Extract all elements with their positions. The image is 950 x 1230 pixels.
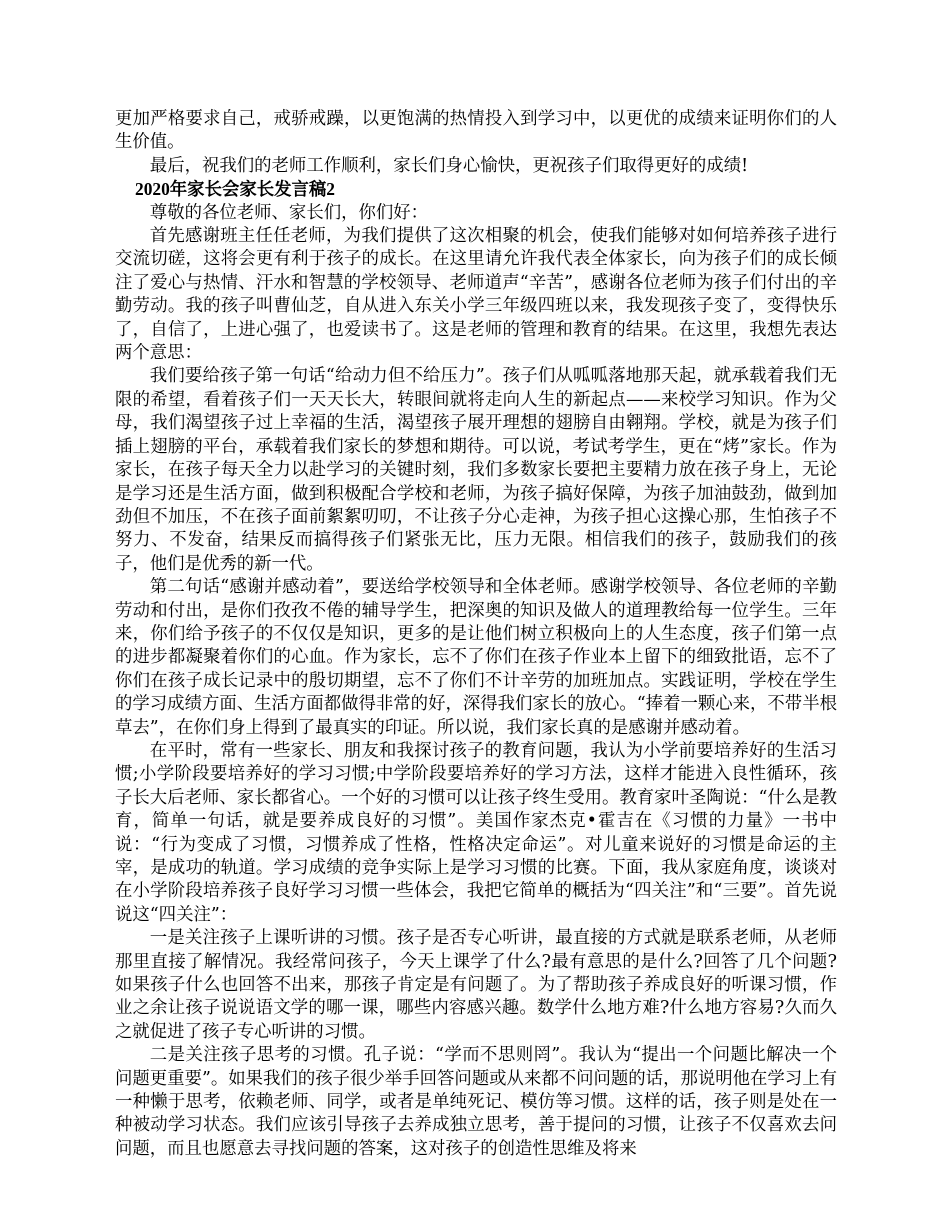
paragraph-thanks: 首先感谢班主任任老师，为我们提供了这次相聚的机会，使我们能够对如何培养孩子进行交流切磋，这将会更有利于孩子的成长。在这里请允许我代表全体家长，向为孩子们的成长倾注了爱心与热情、汗水和智慧的学校领导、老师道声“辛苦”，感谢各位老师为孩子们付出的辛勤劳动。我的孩子叫曹仙芝，自从进入东关小学三年级四班以来，我发现孩子变了，变得快乐了，自信了，上进心强了，也爱读书了。这是老师的管理和教育的结果。在这里，我想先表达两个意思： <box>115 226 837 364</box>
paragraph-listening-habit: 一是关注孩子上课听讲的习惯。孩子是否专心听讲，最直接的方式就是联系老师，从老师那里直接了解情况。我经常问孩子，今天上课学了什么?最有意思的是什么?回答了几个问题?如果孩子什么也回答不出来，那孩子肯定是有问题了。为了帮助孩子养成良好的听课习惯，作业之余让孩子说说语文学的哪一课，哪些内容感兴趣。数学什么地方难?什么地方容易?久而久之就促进了孩子专心听讲的习惯。 <box>115 928 837 1042</box>
section-heading: 2020年家长会家长发言稿2 <box>135 179 335 200</box>
paragraph-first-message: 我们要给孩子第一句话“给动力但不给压力”。孩子们从呱呱落地那天起，就承载着我们无限的希望，看着孩子们一天天长大，转眼间就将走向人生的新起点——来校学习知识。作为父母，我们渴望孩子过上幸福的生活，渴望孩子展开理想的翅膀自由翱翔。学校，就是为孩子们插上翅膀的平台，承载着我们家长的梦想和期待。可以说，考试考学生，更在“烤”家长。作为家长，在孩子每天全力以赴学习的关键时刻，我们多数家长要把主要精力放在孩子身上，无论是学习还是生活方面，做到积极配合学校和老师，为孩子搞好保障，为孩子加油鼓劲，做到加劲但不加压，不在孩子面前絮絮叨叨，不让孩子分心走神，为孩子担心这操心那，生怕孩子不努力、不发奋，结果反而搞得孩子们紧张无比，压力无限。相信我们的孩子，鼓励我们的孩子，他们是优秀的新一代。 <box>115 366 837 574</box>
paragraph-continuation: 更加严格要求自己，戒骄戒躁，以更饱满的热情投入到学习中，以更优的成绩来证明你们的人生价值。 <box>115 109 837 153</box>
document-body <box>115 108 837 1161</box>
paragraph-thinking-habit: 二是关注孩子思考的习惯。孔子说：“学而不思则罔”。我认为“提出一个问题比解决一个问题更重要”。如果我们的孩子很少举手回答问题或从来都不问问题的话，那说明他在学习上有一种懒于思考，依赖老师、同学，或者是单纯死记、模仿等习惯。这样的话，孩子则是处在一种被动学习状态。我们应该引导孩子去养成独立思考，善于提问的习惯，让孩子不仅喜欢去问问题，而且也愿意去寻找问题的答案，这对孩子的创造性思维及将来 <box>115 1045 837 1159</box>
paragraph-greeting: 尊敬的各位老师、家长们，你们好： <box>149 202 429 223</box>
paragraph-second-message: 第二句话“感谢并感动着”，要送给学校领导和全体老师。感谢学校领导、各位老师的辛勤劳动和付出，是你们孜孜不倦的辅导学生，把深奥的知识及做人的道理教给每一位学生。三年来，你们给予孩子的不仅仅是知识，更多的是让他们树立积极向上的人生态度，孩子们第一点的进步都凝聚着你们的心血。作为家长，忘不了你们在孩子作业本上留下的细致批语，忘不了你们在孩子成长记录中的殷切期望，忘不了你们不计辛劳的加班加点。实践证明，学校在学生的学习成绩方面、生活方面都做得非常的好，深得我们家长的放心。“捧着一颗心来，不带半根草去”，在你们身上得到了最真实的印证。所以说，我们家长真的是感谢并感动着。 <box>115 577 837 738</box>
paragraph-habits: 在平时，常有一些家长、朋友和我探讨孩子的教育问题，我认为小学前要培养好的生活习惯;小学阶段要培养好的学习习惯;中学阶段要培养好的学习方法，这样才能进入良性循环，孩子长大后老师、家长都省心。一个好的习惯可以让孩子终生受用。教育家叶圣陶说：“什么是教育，简单一句话，就是要养成良好的习惯”。美国作家杰克•霍吉在《习惯的力量》一书中说：“行为变成了习惯，习惯养成了性格，性格决定命运”。对儿童来说好的习惯是命运的主宰，是成功的轨道。学习成绩的竞争实际上是学习习惯的比赛。下面，我从家庭角度，谈谈对在小学阶段培养孩子良好学习习惯一些体会，我把它简单的概括为“四关注”和“三要”。首先说说这“四关注”： <box>115 740 837 925</box>
paragraph-closing-wish: 最后，祝我们的老师工作顺利，家长们身心愉快，更祝孩子们取得更好的成绩! <box>149 155 749 176</box>
